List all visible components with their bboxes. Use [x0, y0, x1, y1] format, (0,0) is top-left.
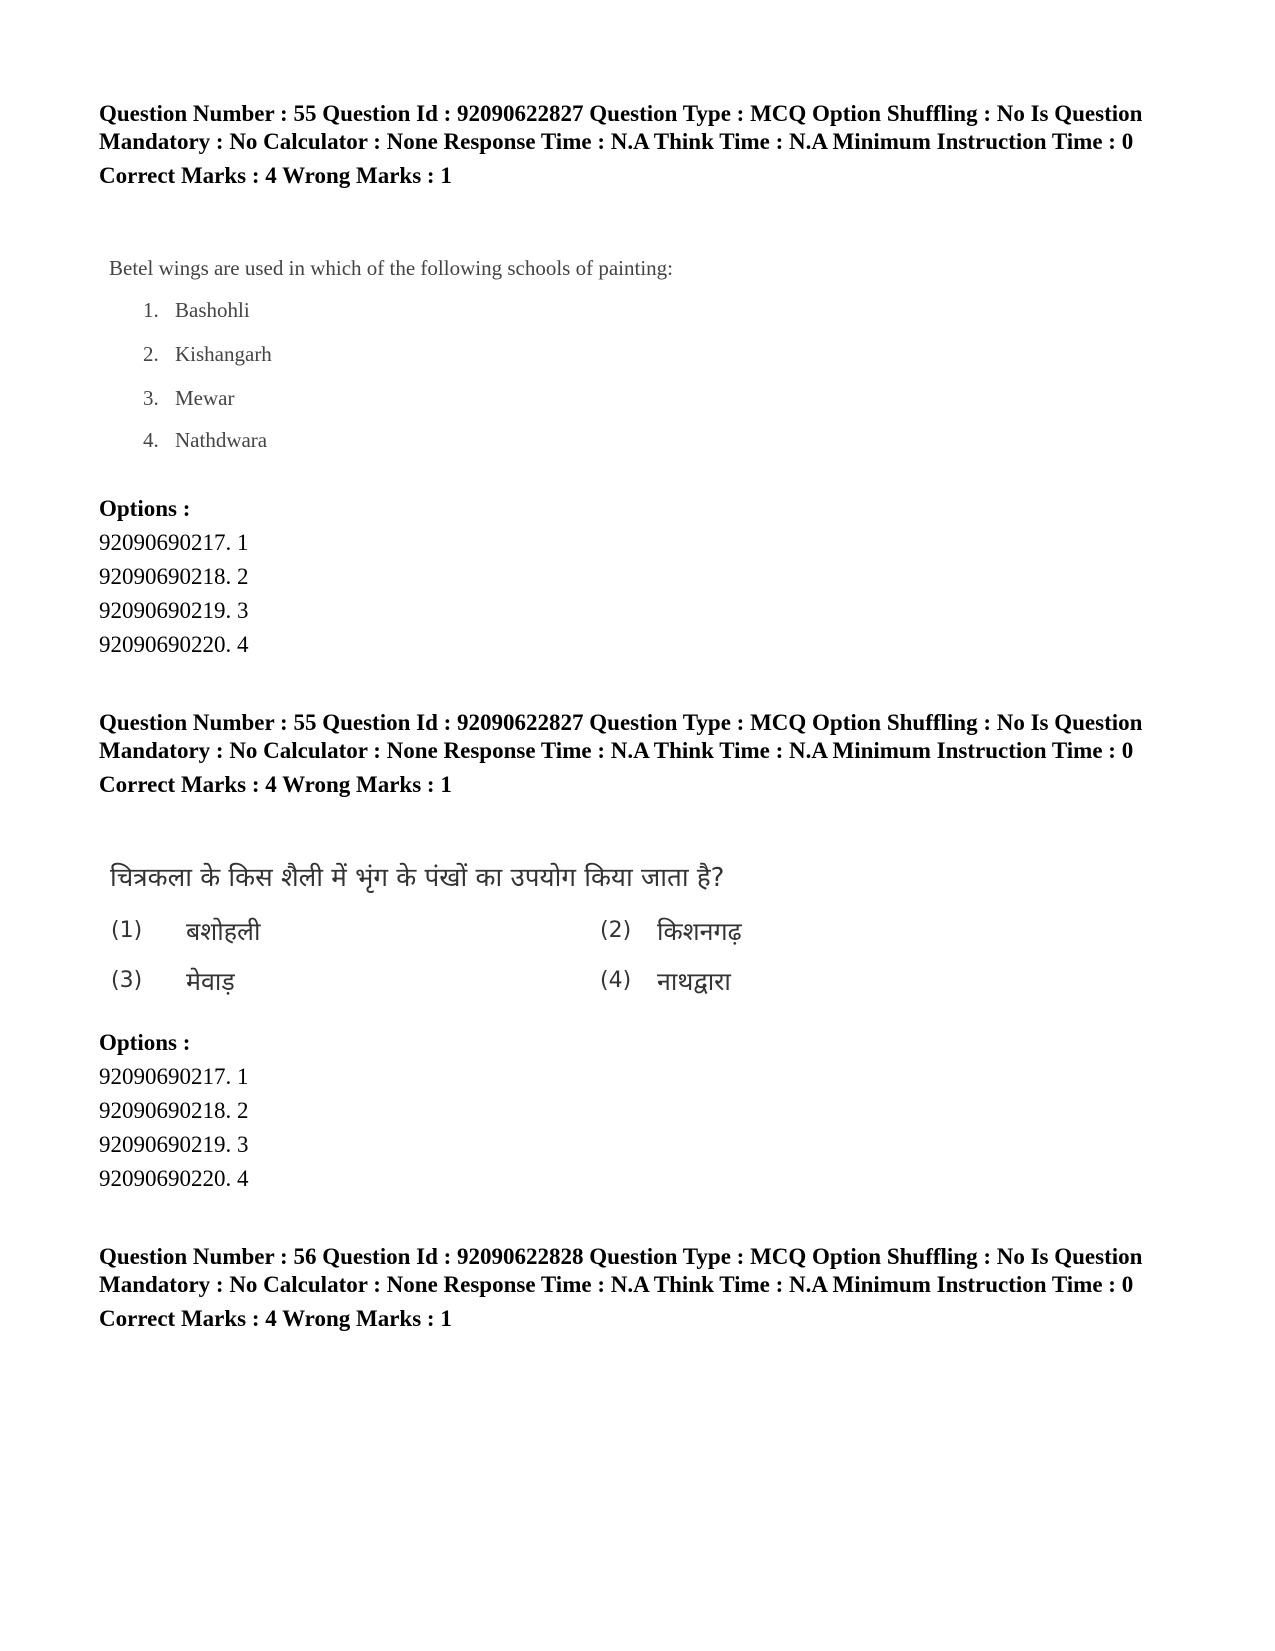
- question-marks: Correct Marks : 4 Wrong Marks : 1: [99, 1306, 452, 1331]
- list-number: 2.: [143, 342, 159, 366]
- question-marks: Correct Marks : 4 Wrong Marks : 1: [99, 163, 452, 188]
- options-label: Options :: [99, 1030, 191, 1055]
- option-item: 92090690219. 3: [99, 598, 249, 623]
- list-item: मेवाड़: [186, 967, 235, 996]
- list-item: नाथद्वारा: [657, 967, 731, 996]
- list-number: 4.: [143, 428, 159, 452]
- option-item: 92090690218. 2: [99, 1098, 249, 1123]
- options-list-1: [99, 492, 249, 662]
- list-number: 1.: [143, 298, 159, 322]
- option-item: 92090690217. 1: [99, 530, 249, 555]
- list-item: किशनगढ़: [657, 917, 742, 946]
- list-item: Nathdwara: [175, 428, 268, 452]
- list-number: (4): [600, 968, 632, 993]
- options-label: Options :: [99, 496, 191, 521]
- list-item: Kishangarh: [175, 342, 272, 366]
- list-item: बशोहली: [186, 917, 261, 946]
- question-meta: Question Number : 56 Question Id : 92090622828 Question Type : MCQ Option Shuffling : No Is Question Mandatory : No Calculator : None Response Time : N.A Think Time : N.A Minimum Instruction Time : 0: [99, 1244, 1143, 1297]
- list-number: 3.: [143, 386, 159, 410]
- question-stem: Betel wings are used in which of the following schools of painting:: [109, 256, 673, 280]
- options-list-2: [99, 1026, 249, 1196]
- question-header-3: [99, 1243, 1199, 1333]
- list-item: Mewar: [175, 386, 235, 410]
- question-header-1: [99, 100, 1199, 190]
- option-item: 92090690219. 3: [99, 1132, 249, 1157]
- list-number: (3): [111, 968, 143, 993]
- question-stem: चित्रकला के किस शैली में भृंग के पंखों का उपयोग किया जाता है?: [110, 863, 725, 893]
- option-item: 92090690220. 4: [99, 1166, 249, 1191]
- question-meta: Question Number : 55 Question Id : 92090622827 Question Type : MCQ Option Shuffling : No Is Question Mandatory : No Calculator : None Response Time : N.A Think Time : N.A Minimum Instruction Time : 0: [99, 101, 1143, 154]
- option-item: 92090690220. 4: [99, 632, 249, 657]
- question-header-2: [99, 709, 1199, 799]
- list-item: Bashohli: [175, 298, 250, 322]
- list-number: (2): [600, 918, 632, 943]
- question-marks: Correct Marks : 4 Wrong Marks : 1: [99, 772, 452, 797]
- option-item: 92090690217. 1: [99, 1064, 249, 1089]
- list-number: (1): [111, 918, 143, 943]
- question-meta: Question Number : 55 Question Id : 92090622827 Question Type : MCQ Option Shuffling : No Is Question Mandatory : No Calculator : None Response Time : N.A Think Time : N.A Minimum Instruction Time : 0: [99, 710, 1143, 763]
- option-item: 92090690218. 2: [99, 564, 249, 589]
